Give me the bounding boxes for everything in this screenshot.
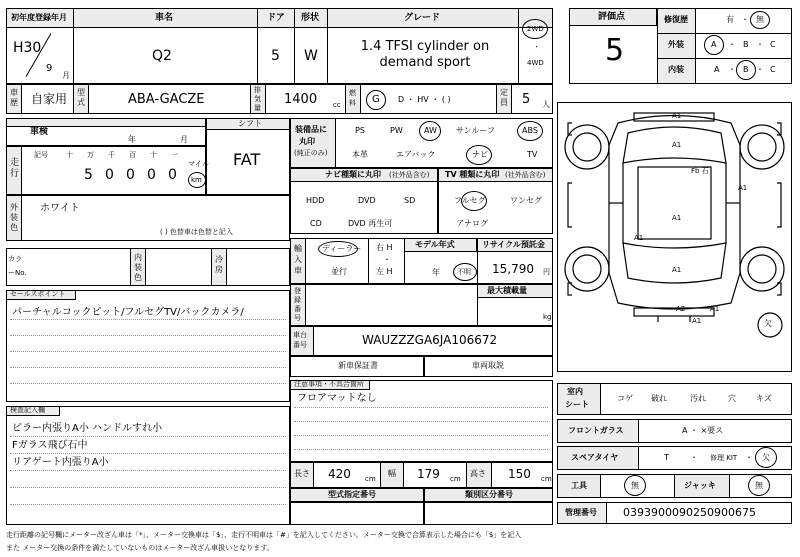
- grade-label: グレード: [404, 13, 441, 23]
- mileage-digit: 0: [105, 167, 114, 183]
- shift-label: シフト: [238, 119, 262, 128]
- front-glass-value: A ・ ×要ス: [682, 426, 724, 435]
- drive-4wd: 4WD: [527, 59, 544, 67]
- height-value: 150: [508, 467, 531, 481]
- diagram-mark: A1: [634, 234, 644, 242]
- sales-point-text: パーチャルコックピット/フルセグTV/バックカメラ/: [12, 307, 244, 318]
- fuel-g: G: [372, 94, 380, 105]
- displacement-label: 排気量: [254, 86, 261, 112]
- inspector-line: リアゲート内張りA小: [12, 457, 109, 468]
- color-no-label: カラーNo.: [8, 255, 27, 277]
- km-label: km: [191, 176, 202, 184]
- car-name-label: 車名: [155, 13, 174, 23]
- chassis-label: 車台番号: [293, 331, 307, 349]
- first-reg-era: H30: [13, 40, 42, 56]
- model-code: ABA-GACZE: [128, 92, 205, 107]
- interior-color-label: 内装色: [134, 253, 142, 282]
- color-value: ホワイト: [40, 203, 80, 214]
- score-value: 5: [605, 33, 625, 68]
- diagram-mark: A1: [710, 305, 720, 313]
- mileage-digit: 5: [84, 167, 93, 183]
- door-label: ドア: [267, 13, 285, 23]
- capacity-value: 5: [522, 92, 531, 107]
- score-label: 評価点: [598, 12, 626, 22]
- diagram-mark: A1: [692, 317, 702, 325]
- registration-label: 登録番号: [294, 287, 301, 322]
- first-reg-month: 9: [46, 63, 53, 74]
- displacement-value: 1400: [284, 92, 318, 107]
- shape-label: 形状: [301, 13, 320, 23]
- capacity-label: 定員: [500, 88, 508, 107]
- month-unit: 月: [62, 71, 70, 80]
- diagram-mark: A1: [738, 184, 748, 192]
- color-label: 外装色: [10, 203, 18, 232]
- recycle-value: 15,790: [492, 262, 534, 276]
- first-reg-label: 初年度登録年月: [11, 13, 67, 22]
- mgmt-no: 0393900090250900675: [623, 506, 756, 519]
- notes-label: 注意事項・不具合箇所: [294, 380, 364, 388]
- inspector-line: Fガラス飛び石中: [12, 440, 88, 451]
- shaken-label: 車検: [30, 127, 49, 137]
- doors-value: 5: [271, 48, 280, 64]
- inspector-line: ピラー内張りA小 ハンドルすれ小: [12, 423, 163, 434]
- footer-note-1: 走行距離の記号欄にメーター改ざん車は「*」、メーター交換車は「$」、走行不明車は「#」を記入してください。メーター交換で合算表示した場合にも「$」を記入: [6, 531, 522, 539]
- width-value: 179: [417, 467, 440, 481]
- diagram-mark: A1: [672, 141, 682, 149]
- fridge-label: 冷房: [215, 255, 223, 274]
- diagram-mark: A1: [672, 266, 682, 274]
- color-cell: [6, 195, 290, 241]
- mileage-digit: 0: [126, 167, 135, 183]
- diagram-legend: 欠: [764, 319, 772, 328]
- mileage-digit: 0: [147, 167, 156, 183]
- fuel-label: 燃料: [349, 89, 356, 107]
- diagram-mark: A1: [672, 112, 682, 120]
- drive-2wd: 2WD: [527, 25, 544, 33]
- chassis-no: WAUZZZGA6JA106672: [362, 333, 498, 347]
- category-label: 車歴: [10, 88, 18, 107]
- windshield-note: Fb 石: [691, 167, 709, 175]
- manual: 車両取説: [472, 361, 504, 370]
- footer-note-2: また メーター交換の条件を満たしていないものはメーター改ざん車扱いとなります。: [6, 544, 274, 552]
- new-warranty: 新車保証書: [338, 361, 378, 370]
- car-name: Q2: [152, 48, 172, 64]
- sales-point-label: セールスポイント: [10, 290, 66, 298]
- notes-text: フロアマットなし: [297, 393, 377, 404]
- shift-value: FAT: [233, 150, 261, 169]
- color-change-note: ( ) 色替車は色替と記入: [160, 228, 233, 236]
- import-label: 輸入車: [294, 244, 302, 275]
- diagram-mark: A2: [676, 305, 686, 313]
- diagram-mark: A1: [672, 214, 682, 222]
- grade-line2: demand sport: [379, 55, 471, 70]
- mileage-label: 走行: [10, 158, 20, 179]
- fuel-others: D ・ HV ・ ( ): [398, 95, 451, 104]
- inspector-label: 検査記入欄: [10, 406, 45, 414]
- mileage-digit: 0: [168, 167, 177, 183]
- category-value: 自家用: [31, 92, 68, 106]
- shape-value: W: [304, 48, 318, 64]
- grade-line1: 1.4 TFSI cylinder on: [360, 39, 490, 54]
- model-label: 型式: [77, 88, 85, 107]
- length-value: 420: [328, 467, 351, 481]
